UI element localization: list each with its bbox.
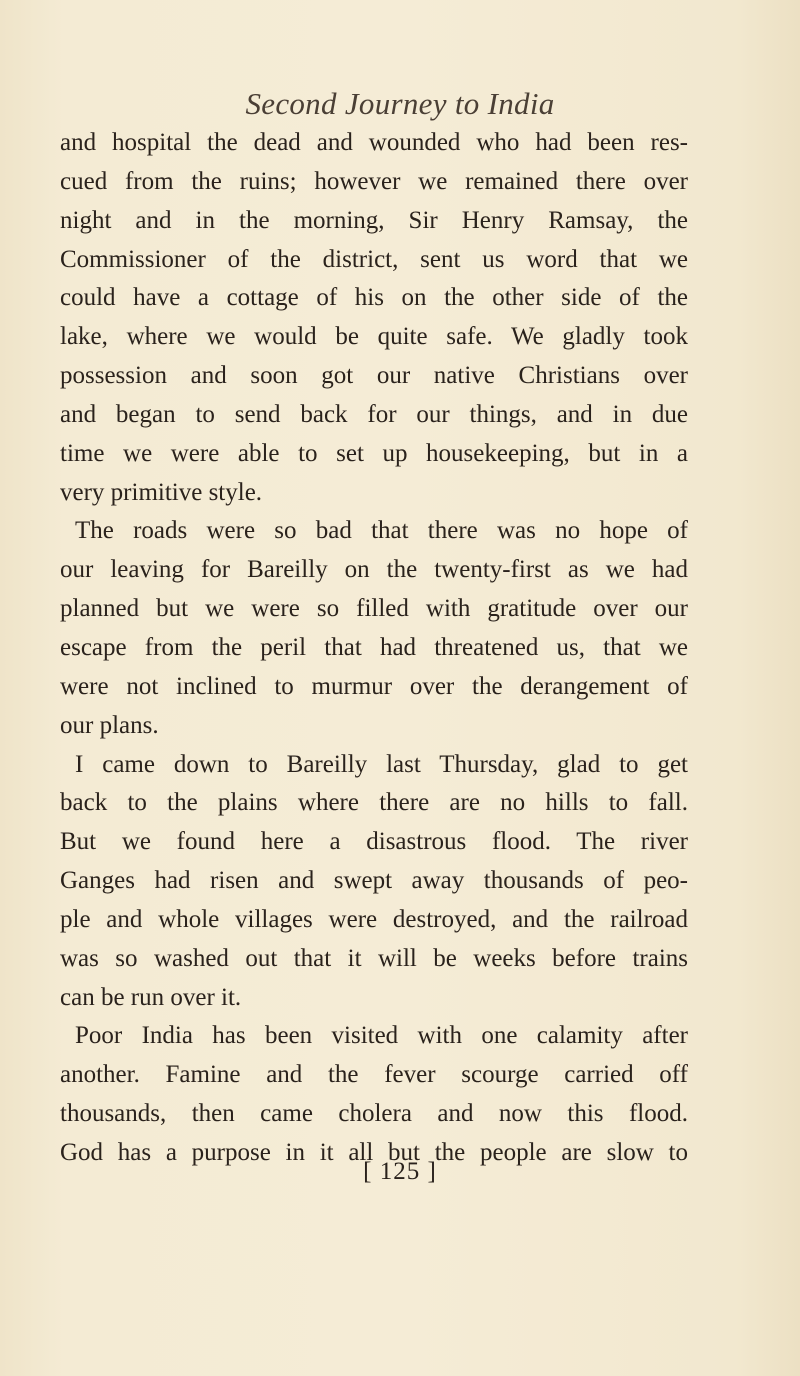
- text-line: planned but we were so filled with gratitude over our: [60, 595, 688, 623]
- text-line: can be run over it.: [60, 983, 242, 1011]
- body-text: [60, 124, 688, 1173]
- paragraph-start-line: Poor India has been visited with one calamity after: [75, 1022, 688, 1050]
- text-line: night and in the morning, Sir Henry Ramsay, the: [60, 206, 688, 234]
- text-line: But we found here a disastrous flood. The river: [60, 828, 688, 856]
- text-line: another. Famine and the fever scourge carried off: [60, 1061, 688, 1089]
- text-line: Commissioner of the district, sent us word that we: [60, 245, 688, 273]
- text-line: and hospital the dead and wounded who had been res-: [60, 129, 688, 156]
- text-line: was so washed out that it will be weeks before trains: [60, 944, 688, 972]
- text-line: cued from the ruins; however we remained there over: [60, 167, 688, 195]
- text-line: possession and soon got our native Christians over: [60, 362, 688, 390]
- text-line: ple and whole villages were destroyed, and the railroad: [60, 905, 688, 933]
- text-line: Ganges had risen and swept away thousands of peo-: [60, 867, 688, 895]
- paragraph-start-line: I came down to Bareilly last Thursday, glad to get: [75, 750, 688, 778]
- text-line: thousands, then came cholera and now this flood.: [60, 1100, 688, 1128]
- text-line: escape from the peril that had threatened us, that we: [60, 633, 688, 661]
- text-line: our plans.: [60, 711, 159, 739]
- text-line: our leaving for Bareilly on the twenty-first as we had: [60, 556, 688, 584]
- page-number: [ 125 ]: [363, 1158, 437, 1185]
- running-head: Second Journey to India: [245, 86, 555, 121]
- text-line: very primitive style.: [60, 478, 263, 506]
- text-line: back to the plains where there are no hills to fall.: [60, 789, 688, 817]
- text-line: time we were able to set up housekeeping, but in a: [60, 439, 688, 467]
- text-line: and began to send back for our things, and in due: [60, 400, 688, 428]
- text-line: could have a cottage of his on the other side of the: [60, 284, 688, 312]
- text-line: lake, where we would be quite safe. We gladly took: [60, 323, 688, 351]
- paragraph-start-line: The roads were so bad that there was no hope of: [75, 517, 688, 545]
- text-line: were not inclined to murmur over the derangement of: [60, 672, 688, 700]
- text-line: God has a purpose in it all but the people are slow to: [60, 1138, 688, 1166]
